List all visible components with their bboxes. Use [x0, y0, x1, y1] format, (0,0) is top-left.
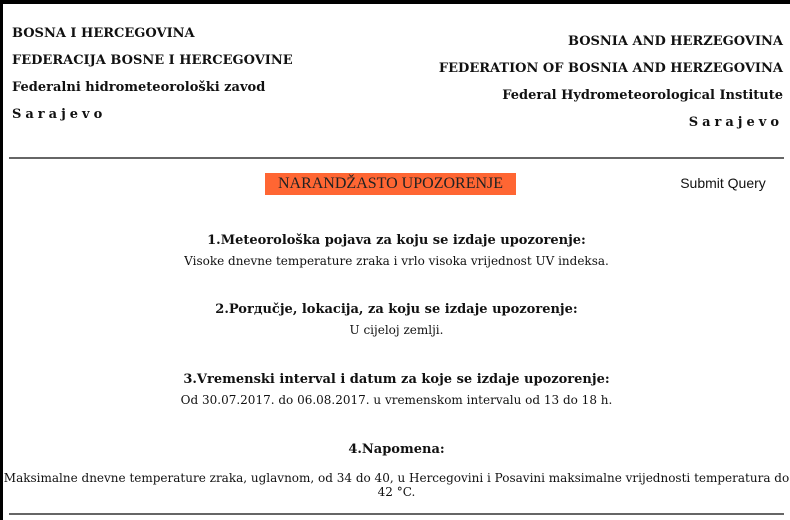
section-text: Od 30.07.2017. do 06.08.2017. u vremenskom intervalu od 13 do 18 h.: [180, 393, 613, 407]
federation-name-en: FEDERATION OF BOSNIA AND HERZEGOVINA: [438, 61, 783, 76]
section-2: [3, 302, 790, 337]
section-text: Visoke dnevne temperature zraka i vrlo visoka vrijednost UV indeksa.: [184, 254, 609, 268]
warning-level-badge: NARANDŽASTO UPOZORENJE: [265, 173, 516, 195]
section-text: U cijeloj zemlji.: [349, 323, 444, 337]
section-3: [3, 372, 790, 407]
institute-name-en: Federal Hydrometeorological Institute: [502, 88, 783, 103]
city-name: Sarajevo: [12, 107, 107, 122]
section-title: 2.Porдučje, lokacija, za koju se izdaje upozorenje:: [215, 302, 578, 317]
section-text: Maksimalne dnevne temperature zraka, uglavnom, od 34 do 40, u Hercegovini i Posavini maksimalne vrijednosti temperatura do 42 °C.: [3, 471, 790, 499]
city-name-en: Sarajevo: [688, 115, 783, 130]
country-name: BOSNA I HERCEGOVINA: [12, 26, 195, 41]
header-right: [439, 34, 783, 142]
section-title: 3.Vremenski interval i datum za koje se izdaje upozorenje:: [183, 372, 610, 387]
country-name-en: BOSNIA AND HERZEGOVINA: [567, 34, 783, 49]
section-title: 1.Meteorološka pojava za koju se izdaje upozorenje:: [207, 233, 586, 248]
bottom-divider: [9, 513, 784, 515]
federation-name: FEDERACIJA BOSNE I HERCEGOVINE: [12, 53, 293, 68]
section-1: [3, 233, 790, 268]
submit-query-button[interactable]: Submit Query: [667, 172, 779, 194]
header-left: [12, 26, 293, 134]
section-title: 4.Napomena:: [348, 442, 445, 457]
institute-name: Federalni hidrometeorološki zavod: [12, 80, 266, 95]
warning-page: [3, 4, 790, 520]
top-divider: [9, 157, 784, 159]
section-4: [3, 442, 790, 499]
